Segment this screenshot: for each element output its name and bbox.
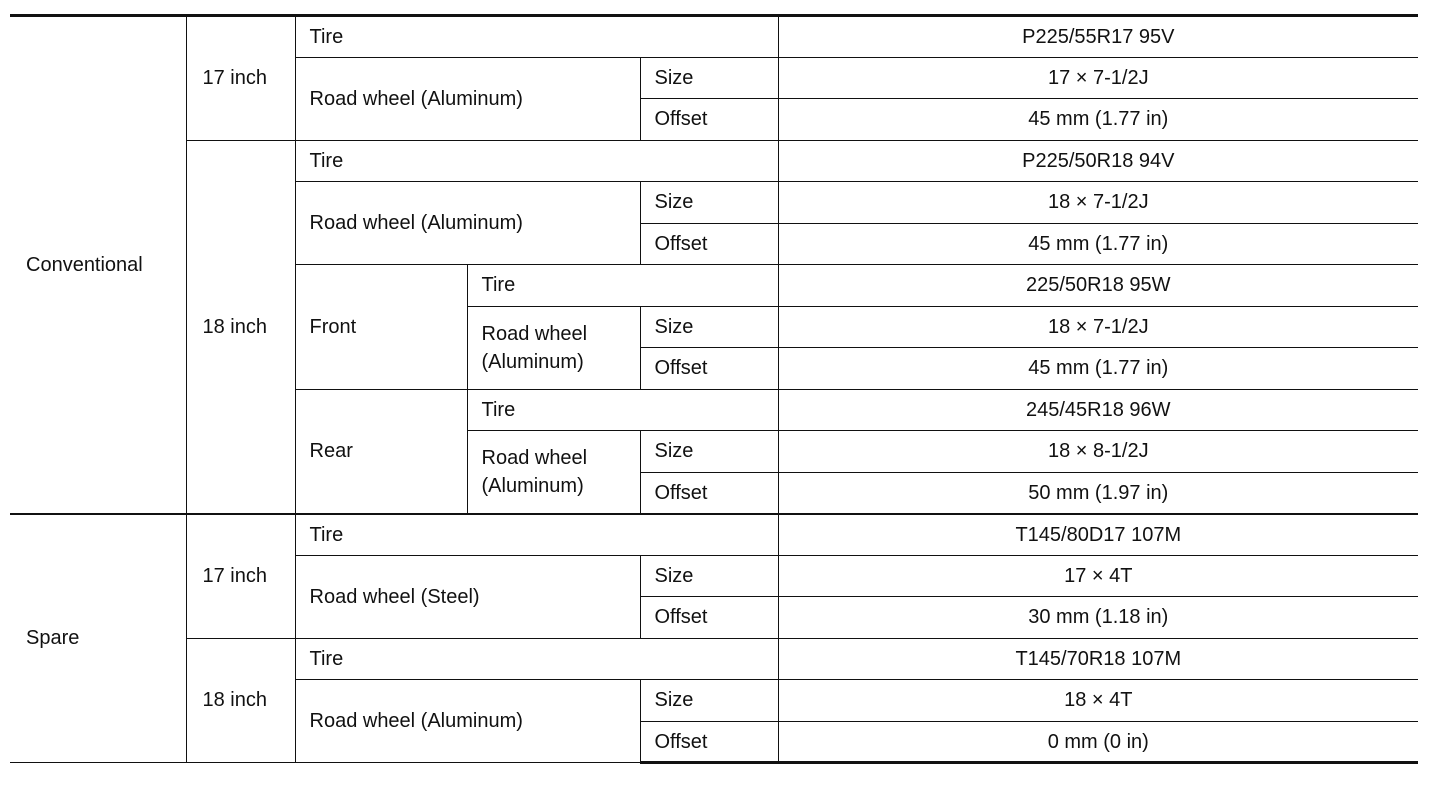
tire-value: T145/80D17 107M <box>778 514 1418 556</box>
size-18-inch: 18 inch <box>186 638 295 763</box>
road-wheel-label: Road wheel (Aluminum) <box>295 182 640 265</box>
offset-value: 0 mm (0 in) <box>778 721 1418 763</box>
size-label: Size <box>640 306 778 348</box>
tire-wheel-spec-table <box>10 14 1418 764</box>
wheel-size-value: 18 × 7-1/2J <box>778 306 1418 348</box>
size-label: Size <box>640 57 778 99</box>
road-wheel-label: Road wheel (Aluminum) <box>467 306 640 389</box>
offset-label: Offset <box>640 721 778 763</box>
tire-label: Tire <box>295 638 778 680</box>
offset-value: 45 mm (1.77 in) <box>778 99 1418 141</box>
offset-label: Offset <box>640 348 778 390</box>
road-wheel-label: Road wheel (Aluminum) <box>467 431 640 514</box>
tire-label: Tire <box>295 514 778 556</box>
size-label: Size <box>640 680 778 722</box>
wheel-size-value: 17 × 7-1/2J <box>778 57 1418 99</box>
position-front: Front <box>295 265 467 390</box>
road-wheel-label: Road wheel (Steel) <box>295 555 640 638</box>
wheel-size-value: 17 × 4T <box>778 555 1418 597</box>
category-conventional: Conventional <box>10 16 186 514</box>
size-17-inch: 17 inch <box>186 514 295 639</box>
size-label: Size <box>640 431 778 473</box>
category-spare: Spare <box>10 514 186 763</box>
tire-value: P225/55R17 95V <box>778 16 1418 58</box>
offset-value: 45 mm (1.77 in) <box>778 223 1418 265</box>
size-label: Size <box>640 555 778 597</box>
size-17-inch: 17 inch <box>186 16 295 141</box>
road-wheel-label: Road wheel (Aluminum) <box>295 680 640 763</box>
tire-label: Tire <box>295 16 778 58</box>
offset-value: 30 mm (1.18 in) <box>778 597 1418 639</box>
wheel-size-value: 18 × 4T <box>778 680 1418 722</box>
tire-label: Tire <box>467 389 778 431</box>
tire-value: T145/70R18 107M <box>778 638 1418 680</box>
table-row <box>10 638 1418 680</box>
position-rear: Rear <box>295 389 467 514</box>
offset-label: Offset <box>640 223 778 265</box>
road-wheel-label: Road wheel (Aluminum) <box>295 57 640 140</box>
tire-label: Tire <box>295 140 778 182</box>
size-18-inch: 18 inch <box>186 140 295 514</box>
tire-value: P225/50R18 94V <box>778 140 1418 182</box>
wheel-size-value: 18 × 8-1/2J <box>778 431 1418 473</box>
tire-value: 245/45R18 96W <box>778 389 1418 431</box>
offset-label: Offset <box>640 99 778 141</box>
offset-value: 50 mm (1.97 in) <box>778 472 1418 514</box>
table-row <box>10 514 1418 556</box>
tire-value: 225/50R18 95W <box>778 265 1418 307</box>
tire-label: Tire <box>467 265 778 307</box>
table-row <box>10 16 1418 58</box>
offset-value: 45 mm (1.77 in) <box>778 348 1418 390</box>
wheel-size-value: 18 × 7-1/2J <box>778 182 1418 224</box>
table-row <box>10 140 1418 182</box>
offset-label: Offset <box>640 472 778 514</box>
offset-label: Offset <box>640 597 778 639</box>
size-label: Size <box>640 182 778 224</box>
